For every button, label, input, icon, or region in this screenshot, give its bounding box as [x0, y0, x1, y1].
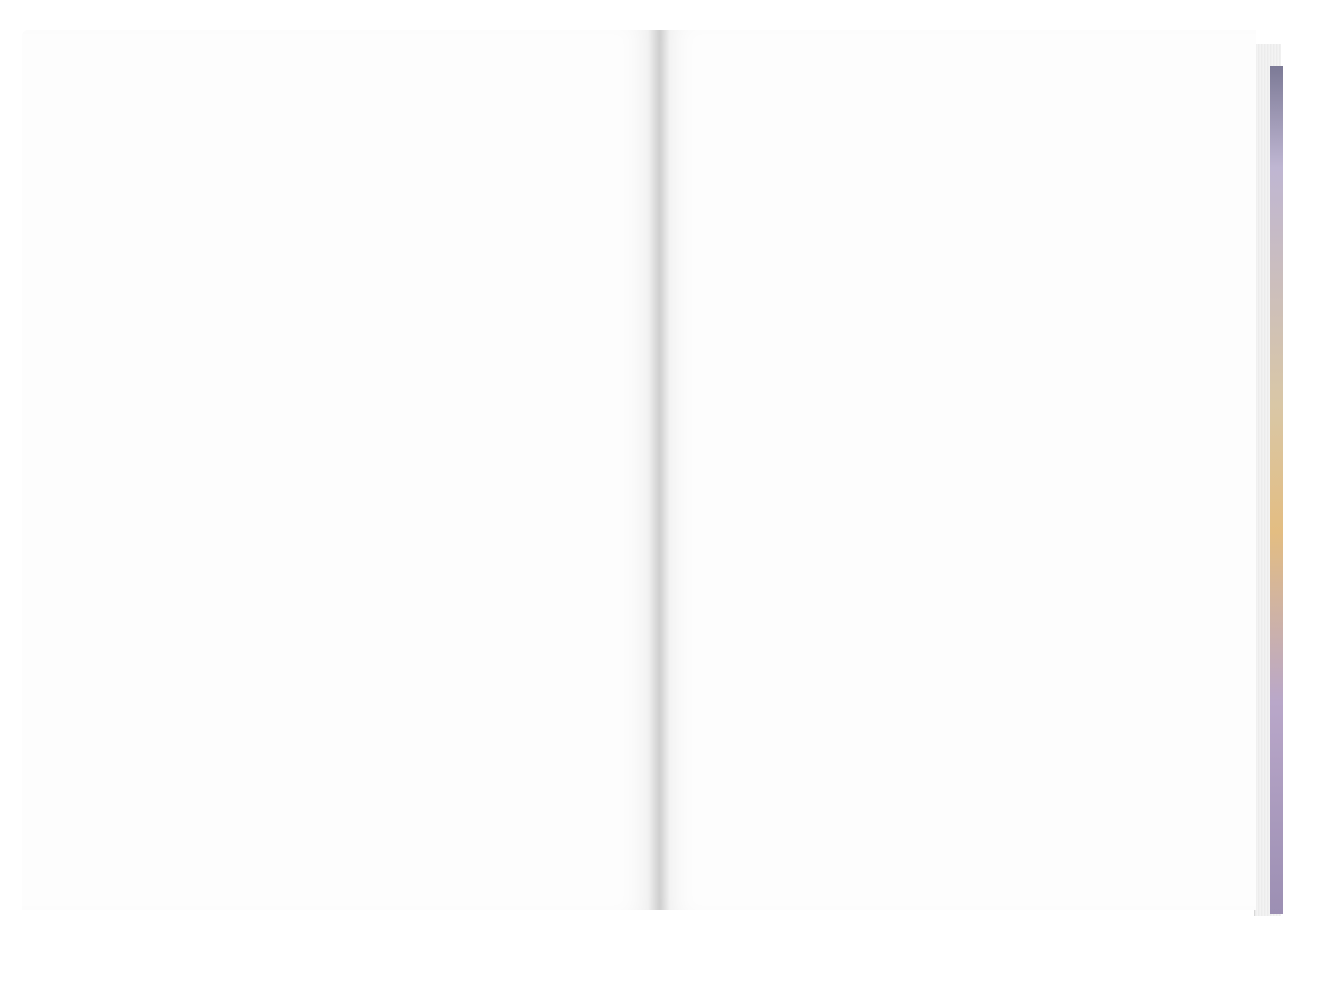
cover-edge: [1270, 66, 1283, 914]
right-page: [658, 30, 1256, 910]
book-gutter: [648, 30, 670, 910]
left-page: [22, 30, 658, 910]
